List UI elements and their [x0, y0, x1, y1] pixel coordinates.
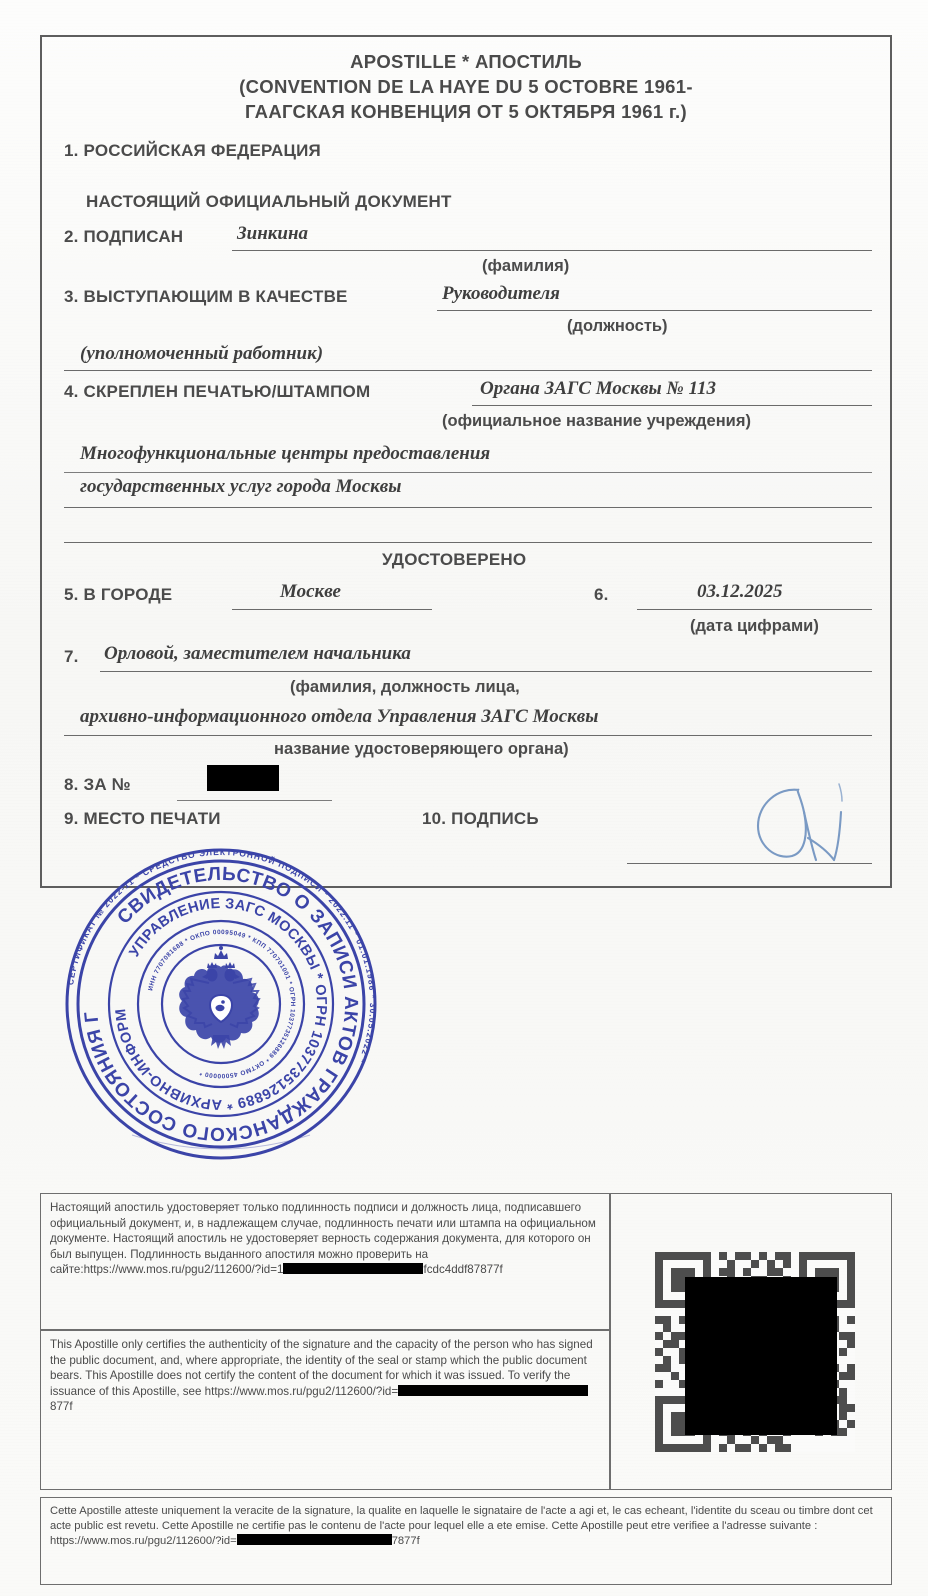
- footer-french-text-part1: Cette Apostille atteste uniquement la veracite de la signature, la qualite en laquelle le signataire de l'acte a agi et, le cas echeant, l'identite du sceau ou timbre dont cet acte public est revetu. Cette Apostille ne certifie pas le contenu de l'acte pour lequel elle a ete emise. Cette Apostille peut etre verifiee a l'adresse suivante : https://www.mos.ru/pgu2/112600/?id=: [50, 1505, 873, 1547]
- field-6-rule: [637, 609, 872, 610]
- footer-french-text: [41, 1498, 891, 1549]
- field-3-rule-secondary: [64, 370, 872, 371]
- footer-french-text-part2: 7877f: [391, 1535, 420, 1547]
- field-7-caption-secondary: название удостоверяющего органа): [274, 740, 569, 758]
- field-9-label: 9. МЕСТО ПЕЧАТИ: [64, 809, 221, 828]
- field-2-label: 2. ПОДПИСАН: [64, 227, 184, 246]
- field-6-label: 6.: [594, 585, 609, 604]
- field-4-rule-line-2: [64, 507, 872, 508]
- field-4-value: Органа ЗАГС Москвы № 113: [480, 378, 716, 399]
- field-8-label: 8. ЗА №: [64, 775, 131, 794]
- apostille-frame: [40, 35, 892, 888]
- title-line-3: ГААГСКАЯ КОНВЕНЦИЯ ОТ 5 ОКТЯБРЯ 1961 г.): [245, 101, 687, 122]
- field-3-rule: [437, 310, 872, 311]
- apostille-title-block: [42, 37, 890, 124]
- field-8-value-redaction: [207, 765, 279, 791]
- footer-english-box: [40, 1330, 610, 1490]
- field-4-label: 4. СКРЕПЛЕН ПЕЧАТЬЮ/ШТАМПОМ: [64, 382, 371, 401]
- field-7-value: Орловой, заместителем начальника: [104, 643, 411, 664]
- field-1-country: 1. РОССИЙСКАЯ ФЕДЕРАЦИЯ: [64, 141, 321, 160]
- footer-russian-text: [41, 1194, 609, 1278]
- svg-text:ИНН 7707081688 * ОКПО 00095049: ИНН 7707081688 * ОКПО 00095049 * КПП 770701001 * ОГРН 1037735126889 * ОКТМО 45000000 *: [147, 928, 297, 1080]
- field-8-rule: [177, 800, 332, 801]
- svg-text:СЕРТИФИКАТ № 2022-11 * СРЕДСТВ: СЕРТИФИКАТ № 2022-11 * СРЕДСТВО ЭЛЕКТРОННОЙ ПОДПИСИ * 2022.11 * 01.01.1986 * 30.05.2022 *: [65, 846, 379, 1066]
- field-7-rule: [100, 671, 872, 672]
- field-6-value: 03.12.2025: [697, 581, 783, 602]
- footer-french-box: [40, 1497, 892, 1585]
- field-3-value-secondary: (уполномоченный работник): [80, 343, 324, 364]
- field-4-rule-line-1: [64, 472, 872, 473]
- footer-english-redaction: [398, 1385, 588, 1396]
- field-4-rule: [472, 405, 872, 406]
- field-3-label: 3. ВЫСТУПАЮЩИМ В КАЧЕСТВЕ: [64, 287, 348, 306]
- footer-russian-text-part2: fcdc4ddf87877f: [423, 1263, 503, 1277]
- field-2-caption: (фамилия): [482, 257, 570, 275]
- title-line-2: (CONVENTION DE LA HAYE DU 5 OCTOBRE 1961-: [239, 76, 693, 97]
- certified-header: УДОСТОВЕРЕНО: [382, 550, 527, 569]
- field-7-rule-secondary: [64, 735, 872, 736]
- field-10-signature-rule: [627, 863, 872, 864]
- field-7-caption: (фамилия, должность лица,: [290, 678, 520, 696]
- footer-english-text-part2: 877f: [50, 1400, 73, 1414]
- footer-russian-redaction: [283, 1263, 423, 1274]
- svg-text:СВИДЕТЕЛЬСТВО О ЗАПИСИ АКТОВ Г: СВИДЕТЕЛЬСТВО О ЗАПИСИ АКТОВ ГРАЖДАНСКОГО СОСТОЯНИЯ Г: [81, 863, 362, 1145]
- field-5-value: Москве: [280, 581, 341, 602]
- svg-text:УПРАВЛЕНИЕ ЗАГС МОСКВЫ * ОГРН: УПРАВЛЕНИЕ ЗАГС МОСКВЫ * ОГРН 1037735126889 * АРХИВНО-ИНФОРМ: [112, 895, 330, 1113]
- footer-russian-text-part1: Настоящий апостиль удостоверяет только подлинность подписи и должность лица, подписавшего официальный документ, и, в надлежащем случае, подлинность печати или штампа на официальном документе. Настоящий апостиль не удостоверяет верность содержания документа, для которого он был выпущен. Подлинность выданного апостиля можно проверить на сайте:https://www.mos.ru/pgu2/112600/?id=1: [50, 1201, 596, 1277]
- title-line-1: APOSTILLE * АПОСТИЛЬ: [350, 51, 582, 72]
- field-7-label: 7.: [64, 647, 79, 666]
- field-3-value: Руководителя: [442, 283, 560, 304]
- field-2-rule: [232, 250, 872, 251]
- field-2-value: Зинкина: [237, 223, 309, 244]
- field-3-caption: (должность): [567, 317, 668, 335]
- field-1b-official-document: НАСТОЯЩИЙ ОФИЦИАЛЬНЫЙ ДОКУМЕНТ: [86, 192, 452, 211]
- field-4-value-line-2: государственных услуг города Москвы: [80, 476, 402, 497]
- field-5-rule: [232, 609, 432, 610]
- footer-english-text: [41, 1331, 609, 1415]
- field-5-label: 5. В ГОРОДЕ: [64, 585, 173, 604]
- field-4-value-line-1: Многофункциональные центры предоставления: [80, 443, 491, 464]
- field-6-caption: (дата цифрами): [690, 617, 819, 635]
- field-10-label: 10. ПОДПИСЬ: [422, 809, 539, 828]
- footer-english-text-part1: This Apostille only certifies the authenticity of the signature and the capacity of the person who has signed the public document, and, where appropriate, the identity of the seal or stamp which the public document bears. This Apostille does not certify the content of the document for which it was issued. To verify the issuance of this Apostille, see https://www.mos.ru/pgu2/112600/?id=: [50, 1338, 593, 1398]
- field-4-caption: (официальное название учреждения): [442, 412, 751, 430]
- qr-code-redaction: [685, 1277, 837, 1435]
- field-7-value-secondary: архивно-информационного отдела Управления ЗАГС Москвы: [80, 706, 599, 727]
- footer-russian-box: [40, 1193, 610, 1330]
- footer-french-redaction: [237, 1534, 392, 1545]
- separator-rule: [64, 542, 872, 543]
